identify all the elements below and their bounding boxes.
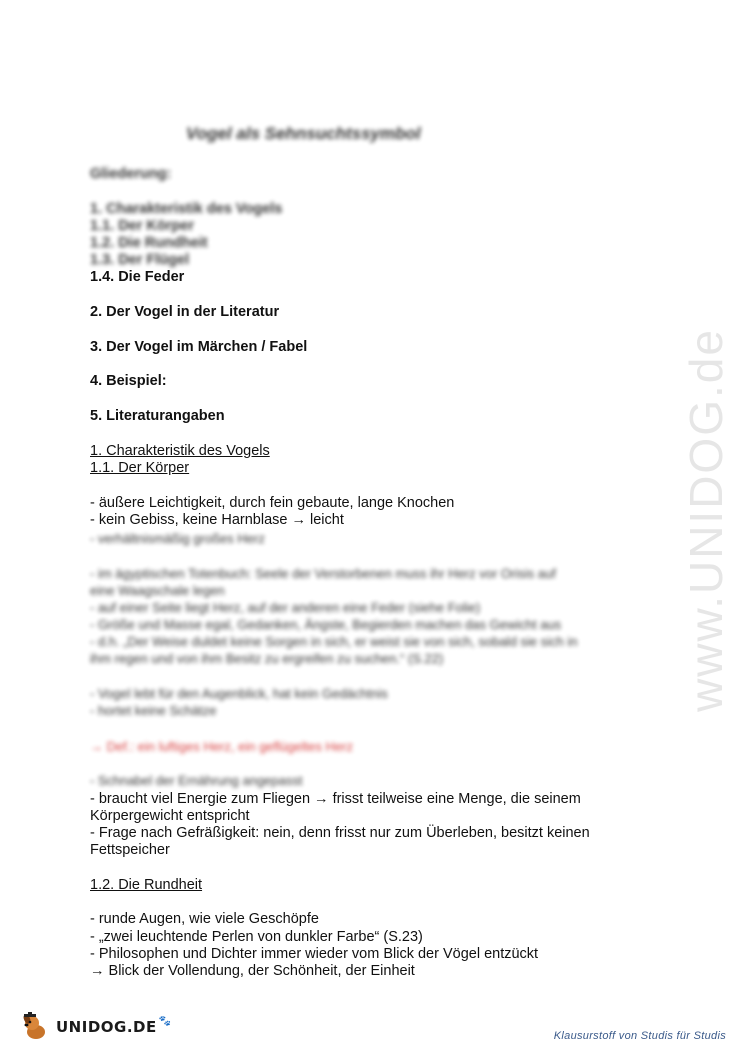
body-line: - „zwei leuchtende Perlen von dunkler Farbe“ (S.23) — [90, 929, 423, 945]
body-line-blurred: - Vogel lebt für den Augenblick, hat kein Gedächtnis — [90, 686, 388, 701]
outline-item: 2. Der Vogel in der Literatur — [90, 304, 280, 320]
body-line-blurred: - im ägyptischen Totenbuch: Seele der Verstorbenen muss ihr Herz vor Orisis auf — [90, 566, 556, 581]
outline-item: 3. Der Vogel im Märchen / Fabel — [90, 339, 308, 355]
outline-item: 5. Literaturangaben — [90, 408, 225, 424]
body-line-blurred: - auf einer Seite liegt Herz, auf der anderen eine Feder (siehe Folie) — [90, 600, 481, 615]
body-line: - äußere Leichtigkeit, durch fein gebaute, lange Knochen — [90, 495, 455, 511]
unidog-logo[interactable] — [20, 1012, 171, 1042]
outline-item: 1. Charakteristik des Vogels — [90, 201, 283, 217]
footer-tagline: Klausurstoff von Studis für Studis — [553, 1030, 726, 1042]
body-line-blurred: - verhältnismäßig großes Herz — [90, 531, 265, 546]
outline-item: 1.1. Der Körper — [90, 218, 194, 234]
body-line-blurred: - d.h. „Der Weise duldet keine Sorgen in sich, er weist sie von sich, sobald sie sich in — [90, 634, 578, 649]
body-line-blurred: - hortet keine Schätze — [90, 703, 217, 718]
body-line-blurred: eine Waagschale legen — [90, 583, 225, 598]
outline-item: 4. Beispiel: — [90, 373, 167, 389]
outline-label: Gliederung: — [90, 166, 172, 182]
dog-mascot-icon — [20, 1012, 50, 1042]
body-line: - runde Augen, wie viele Geschöpfe — [90, 911, 319, 927]
body-line-blurred: ihm regen und von ihm Besitz zu ergreifen zu suchen.“ (S.22) — [90, 651, 444, 666]
body-line: - braucht viel Energie zum Fliegen → frisst teilweise eine Menge, die seinem — [90, 791, 581, 807]
body-line-blurred: - Schnabel der Ernährung angepasst — [90, 773, 303, 788]
watermark-text: www.UNIDOG.de — [680, 328, 732, 712]
subsection-heading: 1.2. Die Rundheit — [90, 877, 203, 893]
outline-item: 1.4. Die Feder — [90, 269, 185, 285]
paw-icon: 🐾 — [158, 1015, 172, 1027]
outline-item: 1.3. Der Flügel — [90, 252, 190, 268]
subsection-heading: 1.1. Der Körper — [90, 460, 190, 476]
body-line: - kein Gebiss, keine Harnblase → leicht — [90, 512, 344, 528]
section-heading: 1. Charakteristik des Vogels — [90, 443, 270, 459]
body-line: → Blick der Vollendung, der Schönheit, der Einheit — [90, 963, 415, 979]
logo-text: UNIDOG.DE — [56, 1018, 157, 1036]
outline-item: 1.2. Die Rundheit — [90, 235, 208, 251]
document-title: Vogel als Sehnsuchtssymbol — [186, 124, 421, 143]
body-line: Körpergewicht entspricht — [90, 808, 250, 824]
body-line: - Frage nach Gefräßigkeit: nein, denn frisst nur zum Überleben, besitzt keinen — [90, 825, 590, 841]
body-line: - Philosophen und Dichter immer wieder vom Blick der Vögel entzückt — [90, 946, 539, 962]
definition-line: → Def.: ein luftiges Herz, ein geflügeltes Herz — [90, 739, 354, 754]
body-line-blurred: - Größe und Masse egal, Gedanken, Ängste, Begierden machen das Gewicht aus — [90, 617, 562, 632]
body-line: Fettspeicher — [90, 842, 170, 858]
